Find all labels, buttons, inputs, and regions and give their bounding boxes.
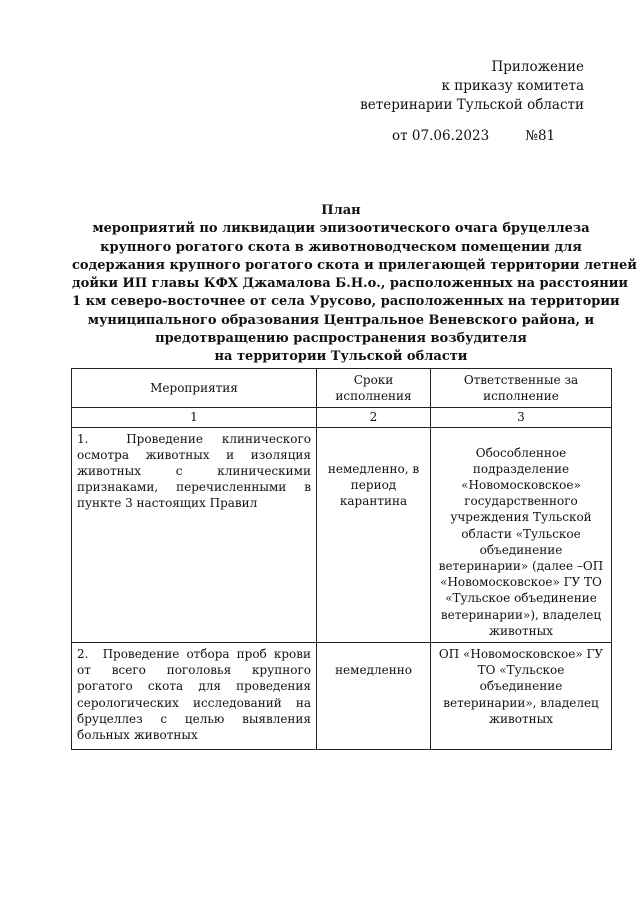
appendix-block: [330, 58, 584, 115]
appendix-line: к приказу комитета: [441, 78, 584, 94]
header-terms: Сроки исполнения: [317, 369, 431, 408]
column-number-row: [72, 408, 612, 427]
plan-table: [71, 368, 612, 750]
column-number: 1: [72, 408, 317, 427]
responsible-cell: ОП «Новомосковское» ГУ ТО «Тульское объединение ветеринарии», владелец животных: [431, 643, 612, 750]
title-line: предотвращению распространения возбудителя: [155, 331, 527, 347]
responsible-cell: Обособленное подразделение «Новомосковское» государственного учреждения Тульской области «Тульское объединение ветеринарии» (далее –ОП «Новомосковское» ГУ ТО «Тульское объединение ветеринарии»), владелец животных: [431, 427, 612, 642]
title-line: содержания крупного рогатого скота и прилегающей территории летней: [72, 257, 637, 273]
title-line: крупного рогатого скота в животноводческом помещении для: [100, 239, 582, 255]
order-number: №81: [525, 128, 556, 144]
header-responsible: Ответственные за исполнение: [431, 369, 612, 408]
column-number: 2: [317, 408, 431, 427]
order-date: от 07.06.2023: [392, 128, 490, 144]
title-line: муниципального образования Центральное Веневского района, и: [87, 312, 595, 328]
title-line: на территории Тульской области: [214, 349, 468, 365]
column-number: 3: [431, 408, 612, 427]
title-line: дойки ИП главы КФХ Джамалова Б.Н.о., расположенных на расстоянии: [72, 276, 628, 292]
order-line: [392, 128, 555, 144]
plan-title: [72, 202, 637, 367]
measure-cell: 1. Проведение клинического осмотра животных и изоляция животных с клиническими признаками, перечисленными в пункте 3 настоящих Правил: [72, 427, 317, 642]
table-header-row: [72, 369, 612, 408]
title-line: План: [321, 203, 361, 218]
table-row: [72, 643, 612, 750]
appendix-line: ветеринарии Тульской области: [360, 97, 584, 113]
term-cell: немедленно: [317, 643, 431, 750]
appendix-line: Приложение: [491, 59, 584, 75]
table-row: [72, 427, 612, 642]
header-measures: Мероприятия: [72, 369, 317, 408]
title-line: 1 км северо-восточнее от села Урусово, расположенных на территории: [72, 294, 620, 310]
term-cell: немедленно, в период карантина: [317, 427, 431, 642]
measure-cell: 2. Проведение отбора проб крови от всего поголовья крупного рогатого скота для проведения серологических исследований на бруцеллез с целью выявления больных животных: [72, 643, 317, 750]
title-line: мероприятий по ликвидации эпизоотического очага бруцеллеза: [92, 221, 590, 237]
